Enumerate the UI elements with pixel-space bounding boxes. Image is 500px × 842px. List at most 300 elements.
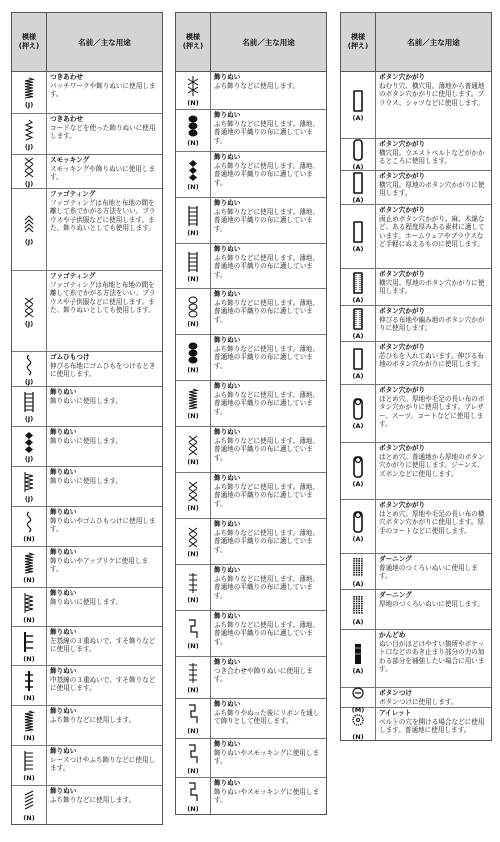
pattern-cell	[176, 110, 211, 151]
stitch-name: 飾りぬい	[214, 336, 241, 344]
stitch-use: ふち飾りなどに使用します。薄地、普通地の平織りの布に適しています。	[214, 161, 319, 187]
presser-foot-code: (A)	[352, 618, 364, 626]
name-use-cell	[47, 271, 162, 351]
stitch-row	[176, 778, 326, 814]
zigzag-dense-stitch-icon	[19, 709, 39, 733]
presser-foot-code: (J)	[24, 377, 34, 386]
ladder-stitch-icon	[19, 390, 39, 414]
stitch-use: 中基線の３重ぬいで、すそ飾りなどに使用します。	[50, 675, 156, 693]
bartack-icon	[348, 642, 368, 666]
presser-foot-code: (N)	[23, 694, 35, 702]
zigzag-stitch-icon	[19, 118, 39, 142]
buttonhole-square-icon	[348, 171, 368, 195]
pattern-cell	[341, 171, 376, 204]
pattern-cell	[341, 72, 376, 138]
diamond-stitch-icon	[19, 430, 39, 454]
presser-foot-code: (N)	[23, 535, 35, 543]
stitch-name: 飾りぬい	[214, 779, 241, 787]
presser-foot-code: (N)	[23, 575, 35, 584]
stitch-row	[176, 611, 326, 657]
name-use-cell	[376, 443, 491, 499]
name-use-cell	[376, 139, 491, 170]
presser-foot-code: (N)	[187, 550, 199, 558]
presser-foot-code: (M)	[351, 706, 365, 714]
stitch-row	[12, 507, 162, 547]
presser-foot-code: (A)	[352, 295, 364, 304]
name-use-cell	[376, 205, 491, 268]
stitch-use: 飾りぬいやゴムひもつけに使用します。	[50, 516, 156, 534]
stitch-row	[12, 706, 162, 746]
presser-foot-code: (N)	[187, 183, 199, 191]
name-use-cell	[47, 387, 162, 426]
stitch-name: かんどめ	[379, 631, 406, 639]
name-use-cell	[47, 189, 162, 270]
pattern-cell	[12, 627, 47, 665]
presser-foot-code: (A)	[352, 196, 364, 204]
stitch-use: ふち飾りなどに使用します。	[214, 81, 300, 90]
stitch-name: 飾りぬい	[214, 245, 241, 253]
buttonhole-open-icon	[348, 220, 368, 244]
stitch-use: ふち飾りなどに使用します。薄地、普通地の平織りの布に適しています。	[214, 253, 319, 279]
presser-foot-code: (A)	[352, 667, 364, 675]
stitch-row	[341, 630, 491, 688]
name-use-cell	[47, 588, 162, 626]
oval-stitch-icon	[183, 295, 203, 319]
pattern-cell	[12, 271, 47, 351]
stitch-use: ふち飾りなどに使用します。薄地、普通地の平織りの布に適しています。	[214, 119, 319, 145]
name-use-cell	[376, 269, 491, 305]
name-use-cell	[211, 611, 326, 656]
presser-foot-code: (A)	[352, 580, 364, 588]
stitch-use: 伸びる布地や編み地のボタン穴かがりに使用します。	[379, 315, 485, 333]
zigzag-block-stitch-icon	[19, 76, 39, 100]
pattern-cell	[341, 590, 376, 629]
name-use-cell	[376, 385, 491, 442]
stitch-row	[341, 385, 491, 443]
stitch-name: ボタン穴かがり	[379, 172, 426, 180]
pattern-cell	[341, 688, 376, 714]
stitch-name: 飾りぬい	[214, 153, 241, 161]
stitch-name: 飾りぬい	[50, 787, 77, 795]
stitch-name: 飾りぬい	[214, 566, 241, 574]
name-use-cell	[211, 152, 326, 197]
presser-foot-code: (A)	[352, 163, 364, 171]
presser-foot-code: (J)	[24, 180, 34, 188]
pattern-cell	[341, 500, 376, 553]
pattern-cell	[341, 708, 376, 740]
presser-foot-code: (A)	[352, 479, 364, 488]
stitch-row	[12, 467, 162, 507]
stitch-row	[341, 708, 491, 740]
stitch-name: 飾りぬい	[50, 628, 77, 636]
triple-stitch-icon	[19, 630, 39, 654]
buttonhole-keyhole-2-icon	[348, 455, 368, 479]
stitch-name: 飾りぬい	[214, 740, 241, 748]
satin-stitch-icon	[19, 551, 39, 575]
stitch-use: ふち飾りなどに使用します。	[50, 795, 136, 804]
name-use-cell	[376, 500, 491, 553]
stitch-use: ふち飾りやぬった後にリボンを通して飾りとして使用します。	[214, 708, 320, 726]
stitch-use: 伸びる布地にゴムひもをつけるときに使用します。	[50, 361, 156, 379]
stitch-name: 飾りぬい	[50, 428, 77, 436]
presser-foot-code: (J)	[24, 238, 34, 246]
stitch-use: レースつけやふち飾りなどに使用します。	[50, 755, 156, 773]
darning-heavy-icon	[348, 593, 368, 617]
stitch-use: ふち飾りなどに使用します。	[50, 715, 136, 724]
stitch-name: 飾りぬい	[50, 468, 77, 476]
stitch-use: 左基線の３重ぬいで、すそ飾りなどに使用します。	[50, 636, 156, 654]
name-use-cell	[47, 72, 162, 113]
presser-foot-code: (N)	[187, 804, 199, 813]
stitch-use: 飾りぬいに使用します。	[50, 597, 123, 606]
name-use-cell	[376, 688, 491, 707]
stitch-row	[176, 699, 326, 739]
pattern-cell	[341, 139, 376, 170]
stitch-name: 飾りぬい	[50, 707, 77, 715]
name-use-cell	[47, 467, 162, 506]
ladder-box-stitch-icon	[183, 204, 203, 228]
stitch-row	[341, 139, 491, 171]
name-use-cell	[211, 244, 326, 288]
stitch-row	[341, 205, 491, 269]
presser-foot-code: (N)	[23, 774, 35, 782]
stitch-row	[176, 72, 326, 110]
presser-foot-code: (N)	[187, 686, 199, 694]
name-use-cell	[47, 547, 162, 587]
plus-stitch-icon	[183, 571, 203, 595]
pattern-cell	[176, 565, 211, 610]
name-use-cell	[47, 666, 162, 705]
name-use-cell	[211, 110, 326, 151]
column-header	[12, 13, 162, 72]
stitch-name: ボタン穴かがり	[379, 444, 426, 452]
stitch-row	[341, 590, 491, 630]
stitch-row	[341, 342, 491, 385]
stitch-row	[176, 565, 326, 611]
presser-foot-code: (N)	[23, 734, 35, 742]
presser-foot-code: (N)	[187, 229, 199, 237]
name-use-cell	[376, 72, 491, 138]
pattern-cell	[176, 427, 211, 472]
pattern-cell	[176, 739, 211, 777]
stitch-table-column-3	[340, 12, 492, 741]
oval-chain-stitch-icon	[183, 114, 203, 138]
name-use-cell	[376, 630, 491, 687]
buttonhole-plain-icon	[348, 347, 368, 371]
name-use-cell	[211, 427, 326, 472]
presser-foot-code: (N)	[352, 732, 364, 741]
stitch-name: 飾りぬい	[214, 474, 241, 482]
hex-chain-stitch-icon	[183, 341, 203, 365]
buttonhole-heavy-icon	[348, 271, 368, 295]
pattern-cell	[12, 746, 47, 785]
buttonhole-round-icon	[348, 138, 368, 162]
name-use-cell	[376, 342, 491, 384]
stitch-use: 普通地のつくろいぬいに使用します。	[379, 563, 478, 581]
stitch-use: ふち飾りなどに使用します。薄地、普通地の平織りの布に適しています。	[214, 390, 319, 416]
pattern-cell	[12, 189, 47, 270]
stitch-use: ふち飾りなどに使用します。薄地、普通地の平織りの布に適しています。	[214, 344, 319, 370]
stitch-use: つき合わせや飾りぬいに使用します。	[214, 666, 313, 684]
name-use-cell	[211, 565, 326, 610]
stitch-name: 飾りぬい	[214, 520, 241, 528]
stitch-use: 横穴用。厚地のボタン穴かがりに使用します。	[379, 278, 485, 296]
darning-fine-icon	[348, 555, 368, 579]
pattern-presser-foot-header: 模様 (押え)	[176, 13, 211, 71]
name-use-header: 名前／主な用途	[242, 37, 295, 47]
stitch-row	[12, 72, 162, 114]
stitch-row	[12, 746, 162, 786]
diamond-chain-stitch-icon	[183, 158, 203, 182]
stitch-row	[176, 244, 326, 289]
stitch-row	[176, 152, 326, 198]
name-use-header: 名前／主な用途	[78, 37, 131, 47]
presser-foot-code: (N)	[187, 596, 199, 604]
scallop-stitch-icon	[19, 591, 39, 615]
presser-foot-code: (N)	[187, 642, 199, 650]
name-use-cell	[211, 739, 326, 777]
presser-foot-code: (A)	[352, 332, 364, 340]
stitch-use: コードなどを使った飾りぬいに使用します。	[50, 123, 156, 141]
serpentine-stitch-icon	[19, 510, 39, 534]
presser-foot-code: (J)	[24, 142, 34, 151]
stitch-use: ふち飾りなどに使用します。薄地、普通地の平織りの布に適しています。	[214, 482, 319, 508]
name-use-cell	[376, 306, 491, 341]
pattern-cell	[341, 443, 376, 499]
name-use-cell	[211, 72, 326, 109]
name-use-cell	[47, 746, 162, 785]
pattern-presser-foot-header: 模様 (押え)	[341, 13, 376, 71]
pattern-cell	[12, 786, 47, 824]
star-stitch-icon	[183, 74, 203, 98]
column-header	[176, 13, 326, 72]
pattern-cell	[176, 289, 211, 334]
presser-foot-code: (A)	[352, 371, 364, 380]
stitch-row	[12, 588, 162, 627]
pattern-cell	[341, 385, 376, 442]
stitch-name: ボタン穴かがり	[379, 206, 426, 214]
stitch-table-column-2	[175, 12, 327, 815]
name-use-cell	[211, 657, 326, 698]
stitch-use: 飾りぬいに使用します。	[50, 476, 123, 485]
stitch-name: ゴムひもつけ	[50, 353, 90, 361]
buttonhole-keyhole-3-icon	[348, 510, 368, 534]
stitch-use: ボタンつけに使用します。	[379, 697, 458, 706]
name-use-cell	[47, 706, 162, 745]
stitch-use: はとめ穴。厚地や毛足の長い布のボタン穴かがりに使用します。ブレザー、スーツ、コートなどに使用します。	[379, 394, 485, 429]
checker-stitch-icon	[183, 387, 203, 411]
stitch-name: ボタン穴かがり	[379, 270, 426, 278]
name-use-cell	[376, 171, 491, 204]
smock-stitch-2-icon	[183, 780, 203, 804]
pattern-cell	[176, 335, 211, 380]
presser-foot-code: (N)	[23, 615, 35, 624]
stitch-row	[176, 473, 326, 519]
name-use-cell	[211, 198, 326, 243]
stitch-row	[12, 547, 162, 588]
triple-center-stitch-icon	[19, 669, 39, 693]
presser-foot-code: (N)	[187, 458, 199, 466]
pattern-cell	[176, 152, 211, 197]
buttonhole-stretch-icon	[348, 307, 368, 331]
name-use-cell	[47, 786, 162, 824]
stitch-row	[12, 666, 162, 706]
pattern-cell	[12, 706, 47, 745]
stitch-name: 飾りぬい	[214, 111, 241, 119]
stitch-use: ふち飾りなどに使用します。薄地、普通地の平織りの布に適しています。	[214, 528, 319, 554]
stitch-row	[176, 289, 326, 335]
stitch-name: ボタン穴かがり	[379, 501, 426, 509]
name-use-cell	[211, 699, 326, 738]
stitch-use: 厚地のつくろいぬいに使用します。	[379, 599, 484, 608]
slant-stitch-icon	[19, 789, 39, 813]
stitch-name: 飾りぬい	[214, 428, 241, 436]
stitch-row	[176, 427, 326, 473]
pattern-cell	[176, 198, 211, 243]
presser-foot-code: (J)	[24, 101, 34, 109]
presser-foot-code: (N)	[187, 274, 199, 283]
pattern-cell	[341, 630, 376, 687]
blanket-stitch-icon	[19, 470, 39, 494]
button-sew-icon	[348, 681, 368, 705]
column-header	[341, 13, 491, 72]
pattern-cell	[341, 269, 376, 305]
smock-stitch-icon	[183, 742, 203, 766]
stitch-name: 飾りぬい	[50, 747, 77, 755]
name-use-header: 名前／主な用途	[407, 37, 460, 47]
name-use-cell	[47, 114, 162, 154]
stitch-name: 飾りぬい	[214, 290, 241, 298]
name-use-cell	[211, 381, 326, 426]
name-use-cell	[47, 352, 162, 386]
stitch-row	[176, 657, 326, 699]
presser-foot-code: (N)	[187, 99, 199, 107]
pattern-cell	[341, 342, 376, 384]
pattern-cell	[341, 205, 376, 268]
stitch-name: 飾りぬい	[214, 73, 241, 81]
presser-foot-code: (N)	[187, 766, 199, 775]
stitch-name: 飾りぬい	[50, 388, 77, 396]
name-use-cell	[47, 507, 162, 546]
stitch-table-column-1	[11, 12, 163, 825]
pattern-cell	[12, 547, 47, 587]
stitch-name: ファゴティング	[50, 272, 96, 280]
rickrack-stitch-icon	[183, 702, 203, 726]
pattern-cell	[12, 155, 47, 188]
pattern-cell	[12, 507, 47, 546]
stitch-row	[341, 269, 491, 306]
stitch-row	[341, 500, 491, 554]
presser-foot-code: (N)	[187, 412, 199, 420]
stitch-use: はとめ穴。普通地から厚地のボタン穴かがりに使用します。ジーンズ、ズボンなどに使用します。	[379, 452, 485, 478]
double-x-stitch-icon	[183, 479, 203, 503]
pattern-cell	[12, 467, 47, 506]
stitch-use: はとめ穴。厚地や毛足の長い布の横穴ボタン穴かがりに使用します。厚手のコートなどに使用します。	[379, 509, 485, 535]
stitch-use: ふち飾りなどに使用します。薄地、普通地の平織りの布に適しています。	[214, 436, 319, 462]
stitch-name: ボタン穴かがり	[379, 73, 426, 81]
pattern-cell	[12, 588, 47, 626]
stitch-row	[341, 443, 491, 500]
stitch-use: 飾りぬいやスモッキングに使用します。	[214, 748, 320, 766]
stitch-row	[12, 271, 162, 352]
stitch-name: 飾りぬい	[214, 199, 241, 207]
stitch-use: ふち飾りなどに使用します。薄地、普通地の平織りの布に適しています。	[214, 207, 319, 233]
buttonhole-narrow-icon	[348, 89, 368, 113]
stitch-use: ファゴティングは布地と布地の間を離して糸でかがる方法をいい、ブラウスや子供服などに使用します。また、飾りぬいとしても使用します。	[50, 198, 156, 233]
stitch-use: ふち飾りなどに使用します。薄地、普通地の平織りの布に適しています。	[214, 574, 319, 600]
stitch-use: 飾りぬいやアップリケに使用します。	[50, 556, 149, 574]
stitch-name: 飾りぬい	[214, 382, 241, 390]
name-use-cell	[211, 473, 326, 518]
stitch-row	[341, 554, 491, 590]
stitch-name: ボタン穴かがり	[379, 307, 426, 315]
stitch-row	[341, 72, 491, 139]
stitch-name: つきあわせ	[50, 115, 83, 123]
name-use-cell	[211, 778, 326, 814]
stitch-name: ボタン穴かがり	[379, 343, 426, 351]
stitch-name: 飾りぬい	[214, 658, 241, 666]
stitch-use: ファゴティングは布地と布地の間を離して糸でかがる方法をいい、ブラウスや子供服などに使用します。また、飾りぬいとしても使用します。	[50, 280, 156, 315]
stitch-name: 飾りぬい	[50, 667, 77, 675]
presser-foot-code: (N)	[187, 366, 199, 374]
presser-foot-code: (N)	[187, 139, 199, 147]
presser-foot-code: (N)	[187, 504, 199, 512]
presser-foot-code: (J)	[24, 455, 34, 463]
stitch-row	[12, 189, 162, 271]
zigzag-ladder-stitch-icon	[183, 250, 203, 274]
presser-foot-code: (A)	[352, 245, 364, 253]
pattern-cell	[341, 554, 376, 589]
stitch-name: ボタン穴かがり	[379, 386, 426, 394]
eyelet-icon	[348, 708, 368, 732]
stitch-row	[176, 381, 326, 427]
presser-foot-code: (A)	[352, 113, 364, 122]
buttonhole-keyhole-icon	[348, 397, 368, 421]
stitch-row	[12, 387, 162, 427]
presser-foot-code: (J)	[24, 495, 34, 503]
stitch-row	[176, 335, 326, 381]
stitch-use: ふち飾りなどに使用します。薄地、普通地の平織りの布に適しています。	[214, 620, 319, 646]
pattern-presser-foot-header: 模様 (押え)	[12, 13, 47, 71]
stitch-row	[12, 114, 162, 155]
stitch-name: 飾りぬい	[214, 700, 241, 708]
stitch-name: ダーニング	[379, 555, 412, 563]
bowtie-stitch-icon	[183, 525, 203, 549]
comb-stitch-icon	[19, 749, 39, 773]
pattern-cell	[12, 427, 47, 466]
stitch-name: 飾りぬい	[214, 612, 241, 620]
stitch-row	[12, 786, 162, 824]
step-stitch-icon	[183, 617, 203, 641]
pattern-cell	[176, 381, 211, 426]
stitch-row	[341, 171, 491, 205]
presser-foot-code: (N)	[187, 320, 199, 328]
stitch-use: 飾りぬいやスモッキングに使用します。	[214, 787, 320, 805]
stitch-use: 芯ひもを入れてぬいます。伸びる布地のボタン穴かがりに使用します。	[379, 351, 484, 369]
name-use-cell	[47, 155, 162, 188]
stitch-name: ファゴティング	[50, 190, 96, 198]
pattern-cell	[176, 699, 211, 738]
stitch-row	[176, 198, 326, 244]
x-chain-stitch-icon	[183, 433, 203, 457]
stitch-row	[12, 155, 162, 189]
stitch-name: 飾りぬい	[50, 508, 77, 516]
stitch-use: スモッキングや飾りぬいに使用します。	[50, 164, 156, 182]
presser-foot-code: (N)	[23, 654, 35, 663]
stitch-name: 飾りぬい	[50, 548, 77, 556]
stitch-use: 横穴用。ウエストベルトなどがかかるところに使用します。	[379, 148, 485, 166]
presser-foot-code: (N)	[23, 813, 35, 822]
